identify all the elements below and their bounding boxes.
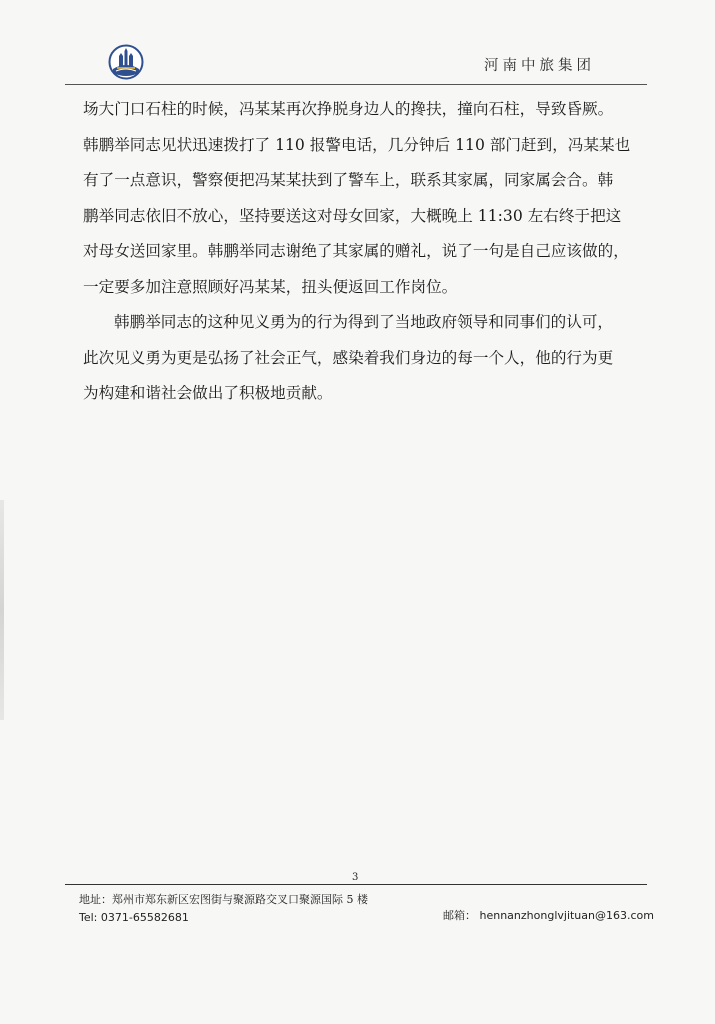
footer-divider (65, 884, 647, 885)
paragraph-2-line-3: 为构建和谐社会做出了积极地贡献。 (83, 384, 333, 402)
paragraph-2 (83, 305, 647, 412)
footer-address: 地址：郑州市郑东新区宏图街与聚源路交叉口聚源国际 5 楼 (79, 893, 368, 906)
paragraph-1-line-1: 场大门口石柱的时候，冯某某再次挣脱身边人的搀扶，撞向石柱，导致昏厥。 (83, 100, 614, 118)
footer-tel: Tel: 0371-65582681 (79, 911, 189, 924)
document-body (83, 92, 647, 412)
header-divider (65, 84, 647, 85)
paragraph-1-line-2: 韩鹏举同志见状迅速拨打了 110 报警电话，几分钟后 110 部门赶到，冯某某也 (83, 135, 631, 154)
paragraph-1 (83, 92, 647, 305)
paragraph-1-line-6: 一定要多加注意照顾好冯某某，扭头便返回工作岗位。 (83, 277, 458, 296)
page-number: 3 (352, 872, 359, 883)
scan-edge-mark (0, 500, 4, 720)
company-logo-icon (108, 44, 144, 80)
paragraph-1-line-4: 鹏举同志依旧不放心，坚持要送这对母女回家，大概晚上 11:30 左右终于把这 (83, 206, 622, 225)
company-name: 河南中旅集团 (484, 58, 595, 74)
paragraph-2-line-2: 此次见义勇为更是弘扬了社会正气，感染着我们身边的每一个人，他的行为更 (83, 348, 614, 367)
footer-email: 邮箱： hennanzhonglvjituan@163.com (443, 909, 654, 922)
paragraph-2-line-1: 韩鹏举同志的这种见义勇为的行为得到了当地政府领导和同事们的认可， (114, 313, 614, 331)
paragraph-1-line-3: 有了一点意识，警察便把冯某某扶到了警车上，联系其家属，同家属会合。韩 (83, 171, 614, 189)
paragraph-1-line-5: 对母女送回家里。韩鹏举同志谢绝了其家属的赠礼，说了一句是自己应该做的， (83, 242, 629, 260)
